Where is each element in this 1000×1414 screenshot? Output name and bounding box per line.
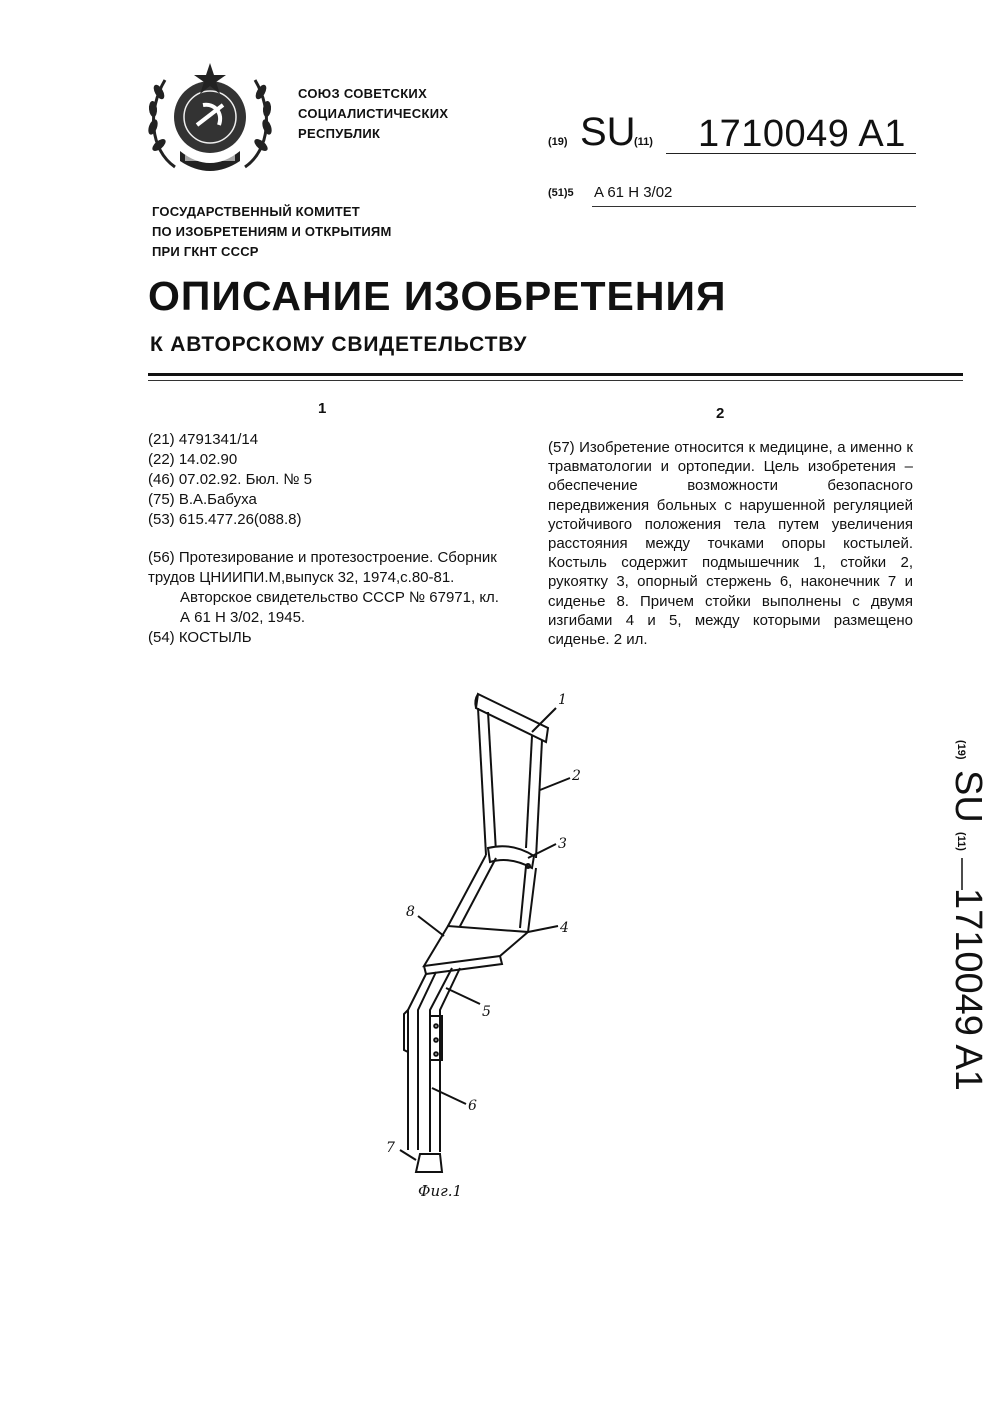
references: [148, 548, 510, 648]
union-line: РЕСПУБЛИК: [298, 126, 381, 141]
country-code: SU: [580, 110, 636, 154]
biblio-item: (21) 4791341/14: [148, 431, 259, 448]
figure-label: 8: [406, 904, 415, 920]
vertical-country: SU: [947, 770, 989, 823]
vertical-tag-11: (11): [955, 832, 967, 851]
figure-label: 1: [558, 692, 567, 708]
tag-11: (11): [634, 136, 653, 148]
document-title: ОПИСАНИЕ ИЗОБРЕТЕНИЯ: [148, 273, 727, 319]
biblio-item: (53) 615.477.26(088.8): [148, 511, 302, 528]
abstract: (57) Изобретение относится к медицине, а именно к травматологии и ортопедии. Цель изобретения – обеспечение возможности безопасного передвижения больных с нарушенной регуляцией устойчивого положения тела путем увеличения расстояния между точками опоры костылей. Костыль содержит подмышечник 1, стойки 2, рукоятку 3, опорный стержень 6, наконечник 7 и сиденье 8. Причем стойки выполнены с двумя изгибами 4 и 5, между которыми размещено сиденье. 2 ил.: [548, 439, 913, 649]
vertical-stamp: [918, 740, 989, 1110]
column-number-right: 2: [716, 405, 725, 422]
underline: [592, 206, 916, 207]
figure-caption: Фиг.1: [418, 1182, 463, 1200]
document-subtitle: К АВТОРСКОМУ СВИДЕТЕЛЬСТВУ: [150, 333, 528, 356]
biblio-item: (75) В.А.Бабуха: [148, 491, 257, 508]
header-rule-thin: [148, 380, 963, 381]
committee-line: ПРИ ГКНТ СССР: [152, 244, 259, 259]
committee-name: [152, 202, 392, 262]
figure-label: 4: [560, 920, 569, 936]
underline: [666, 153, 916, 154]
publication-number-block: [548, 112, 916, 156]
figure-label: 3: [558, 836, 567, 852]
tag-19: (19): [548, 136, 568, 148]
union-name: [298, 84, 448, 144]
biblio-item: (46) 07.02.92. Бюл. № 5: [148, 471, 313, 488]
bibliographic-data: [148, 430, 312, 530]
invention-title: (54) КОСТЫЛЬ: [148, 629, 252, 646]
header-rule: [148, 373, 963, 376]
committee-line: ПО ИЗОБРЕТЕНИЯМ И ОТКРЫТИЯМ: [152, 224, 392, 239]
crutch-figure: [360, 680, 600, 1210]
reference-item: Авторское свидетельство СССР № 67971, кл. А 61 Н 3/02, 1945.: [180, 589, 499, 626]
ipc-code: A 61 H 3/02: [594, 184, 673, 201]
union-line: СОЮЗ СОВЕТСКИХ: [298, 86, 428, 101]
committee-line: ГОСУДАРСТВЕННЫЙ КОМИТЕТ: [152, 204, 360, 219]
reference-item: (56) Протезирование и протезостроение. Сборник трудов ЦНИИПИ.М,выпуск 32, 1974,с.80-81.: [148, 549, 497, 586]
vertical-tag-19: (19): [955, 740, 967, 760]
figure-label: 2: [572, 768, 581, 784]
figure-label: 7: [386, 1140, 395, 1156]
figure-label: 5: [482, 1004, 491, 1020]
union-line: СОЦИАЛИСТИЧЕСКИХ: [298, 106, 449, 121]
publication-number: 1710049 A1: [698, 113, 906, 155]
figure-label: 6: [468, 1098, 477, 1114]
ussr-emblem: [145, 55, 275, 180]
ipc-block: [548, 184, 916, 208]
column-number-left: 1: [318, 400, 327, 417]
vertical-pub-number: 1710049 A1: [947, 888, 989, 1091]
biblio-item: (22) 14.02.90: [148, 451, 238, 468]
tag-51: (51)5: [548, 187, 574, 199]
